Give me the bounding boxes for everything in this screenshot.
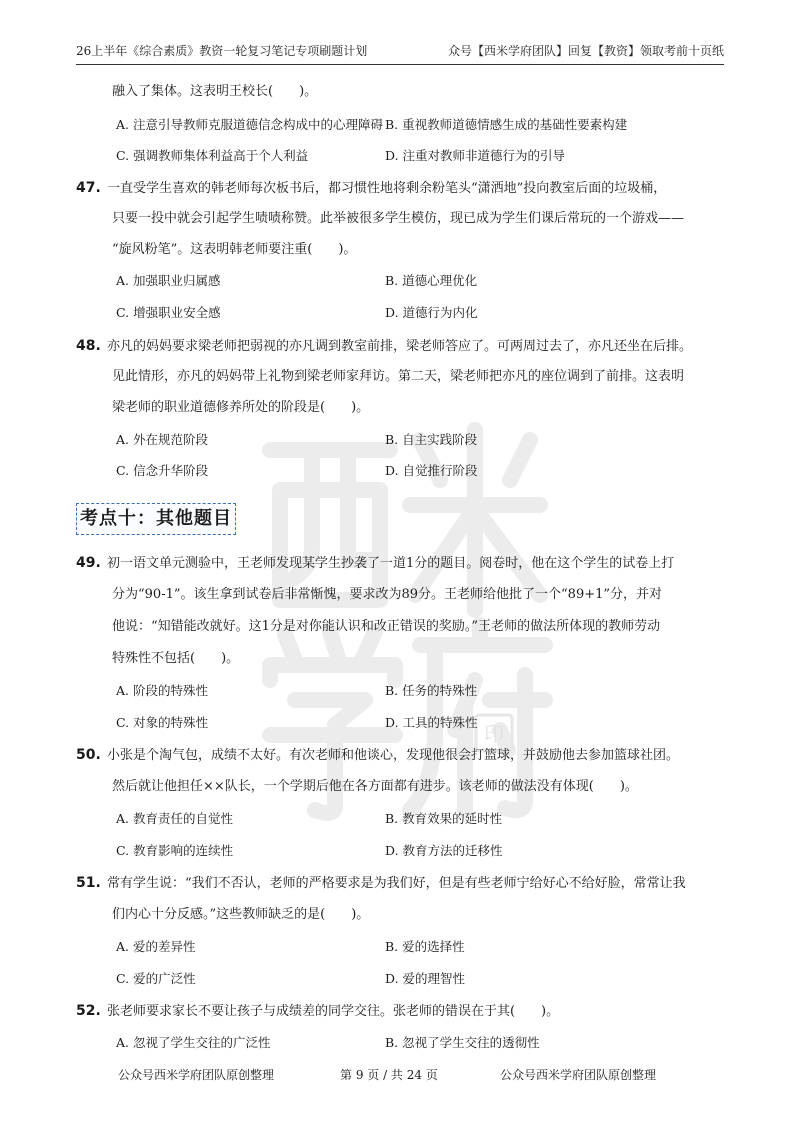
q49-number: 49. [76,555,101,571]
q50-option-c[interactable]: C. 教育影响的连续性 [116,843,234,858]
q47-option-c[interactable]: C. 增强职业安全感 [116,305,221,320]
page-header [76,40,724,65]
q50-option-a[interactable]: A. 教育责任的自觉性 [116,811,233,826]
q48-option-d[interactable]: D. 自觉推行阶段 [385,463,478,478]
q50-stem-line-2: 然后就让他担任××队长，一个学期后他在各方面都有进步。该老师的做法没有体现( )。 [112,779,638,794]
q51-option-b[interactable]: B. 爱的选择性 [385,939,465,954]
q47-option-b[interactable]: B. 道德心理优化 [385,273,478,288]
q46-option-c[interactable]: C. 强调教师集体利益高于个人利益 [116,148,309,163]
q52-option-b[interactable]: B. 忽视了学生交往的透彻性 [385,1035,540,1050]
q47-number: 47. [76,180,101,196]
q47-stem-line-3: “旋风粉笔”。这表明韩老师要注重( )。 [112,242,357,257]
q46-option-a[interactable]: A. 注意引导教师克服道德信念构成中的心理障碍 [116,117,383,132]
q47-stem-line-1: 47. 一直受学生喜欢的韩老师每次板书后，都习惯性地将剩余粉笔头“潇洒地”投向教室后面的垃圾桶， [76,180,667,196]
q49-option-c[interactable]: C. 对象的特殊性 [116,715,209,730]
q51-option-a[interactable]: A. 爱的差异性 [116,939,196,954]
page-number: 第 9 页 / 共 24 页 [340,1068,438,1082]
header-right-text: 众号【西米学府团队】回复【教资】领取考前十页纸 [447,44,724,58]
header-left-text: 26上半年《综合素质》教资一轮复习笔记专项刷题计划 [76,44,368,58]
q46-option-b[interactable]: B. 重视教师道德情感生成的基础性要素构建 [385,117,628,132]
q46-stem-continuation: 融入了集体。这表明王校长( )。 [112,84,318,99]
q49-option-a[interactable]: A. 阶段的特殊性 [116,683,208,698]
q48-option-b[interactable]: B. 自主实践阶段 [385,432,478,447]
q47-option-a[interactable]: A. 加强职业归属感 [116,273,221,288]
q48-stem-line-2: 见此情形，亦凡的妈妈带上礼物到梁老师家拜访。第二天，梁老师把亦凡的座位调到了前排。这表明 [112,369,685,384]
q50-option-d[interactable]: D. 教育方法的迁移性 [385,843,503,858]
q48-stem-line-1: 48. 亦凡的妈妈要求梁老师把弱视的亦凡调到教室前排，梁老师答应了。可两周过去了，亦凡还坐在后排。 [76,338,692,354]
q49-stem-line-2: 分为“90-1”。该生拿到试卷后非常惭愧，要求改为89分。王老师给他批了一个“89+1”分，并对 [112,587,663,602]
q46-option-d[interactable]: D. 注重对教师非道德行为的引导 [385,148,566,163]
section-title: 考点十：其他题目 [76,503,236,535]
q51-option-d[interactable]: D. 爱的理智性 [385,971,466,986]
q49-stem-line-4: 特殊性不包括( )。 [112,651,240,666]
q49-stem-line-1: 49. 初一语文单元测验中，王老师发现某学生抄袭了一道1分的题目。阅卷时，他在这个学生的试卷上打 [76,555,675,571]
q52-stem-line-1: 52. 张老师要求家长不要让孩子与成绩差的同学交往。张老师的错误在于其( )。 [76,1003,560,1019]
q50-stem-line-1: 50. 小张是个淘气包，成绩不太好。有次老师和他谈心，发现他很会打篮球，并鼓励他去参加篮球社团。 [76,747,679,763]
q49-option-b[interactable]: B. 任务的特殊性 [385,683,478,698]
q47-stem-line-2: 只要一投中就会引起学生啧啧称赞。此举被很多学生模仿，现已成为学生们课后常玩的一个游戏—— [112,211,685,226]
q47-option-d[interactable]: D. 道德行为内化 [385,305,478,320]
q50-option-b[interactable]: B. 教育效果的延时性 [385,811,503,826]
q49-option-d[interactable]: D. 工具的特殊性 [385,715,478,730]
q48-option-a[interactable]: A. 外在规范阶段 [116,432,208,447]
q49-stem-line-3: 他说：“知错能改就好。这1分是对你能认识和改正错误的奖励。”王老师的做法所体现的教师劳动 [112,619,661,634]
q52-number: 52. [76,1003,101,1019]
q52-option-a[interactable]: A. 忽视了学生交往的广泛性 [116,1035,271,1050]
q48-option-c[interactable]: C. 信念升华阶段 [116,463,209,478]
q51-option-c[interactable]: C. 爱的广泛性 [116,971,196,986]
q51-stem-line-1: 51. 常有学生说：“我们不否认，老师的严格要求是为我们好，但是有些老师宁给好心不给好脸，常常让我 [76,875,686,891]
q50-number: 50. [76,747,101,763]
footer-left-text: 公众号西米学府团队原创整理 [118,1068,275,1082]
q48-number: 48. [76,338,101,354]
q51-number: 51. [76,875,101,891]
q51-stem-line-2: 们内心十分反感。”这些教师缺乏的是( )。 [112,907,370,922]
footer-right-text: 公众号西米学府团队原创整理 [500,1068,657,1082]
q48-stem-line-3: 梁老师的职业道德修养所处的阶段是( )。 [112,400,370,415]
svg-text:印: 印 [484,722,504,746]
